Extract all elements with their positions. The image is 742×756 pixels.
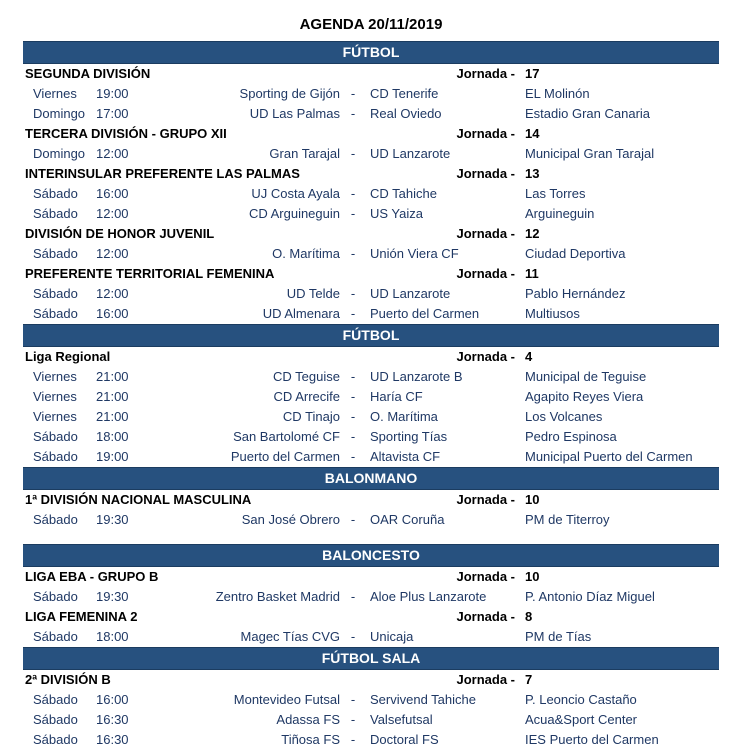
match-time: 16:30 — [96, 712, 129, 727]
away-team: OAR Coruña — [370, 512, 445, 527]
venue: EL Molinón — [525, 86, 590, 101]
home-team: CD Teguise — [273, 369, 340, 384]
home-team: Magec Tías CVG — [240, 629, 340, 644]
venue: Ciudad Deportiva — [525, 246, 626, 261]
sport-header-label: BALONCESTO — [322, 547, 420, 563]
league-name: TERCERA DIVISIÓN - GRUPO XII — [25, 126, 227, 141]
jornada-number: 10 — [525, 492, 540, 507]
home-team: Sporting de Gijón — [239, 86, 340, 101]
venue: Municipal Gran Tarajal — [525, 146, 655, 161]
match-day: Sábado — [33, 692, 78, 707]
league-header-row — [23, 347, 719, 367]
home-team: Montevideo Futsal — [233, 692, 340, 707]
separator: - — [350, 589, 356, 604]
separator: - — [350, 306, 356, 321]
sport-header-label: FÚTBOL SALA — [321, 650, 421, 666]
jornada-number: 4 — [525, 349, 533, 364]
league-name: 2ª DIVISIÓN B — [25, 672, 111, 687]
home-team: CD Arguineguin — [248, 206, 340, 221]
separator: - — [350, 389, 356, 404]
home-team: UD Las Palmas — [249, 106, 340, 121]
league-header-row — [23, 164, 719, 184]
jornada-number: 13 — [525, 166, 540, 181]
sport-header-label: BALONMANO — [324, 470, 418, 486]
sport-header-bar — [23, 467, 719, 490]
match-time: 18:00 — [96, 629, 129, 644]
home-team: Adassa FS — [276, 712, 340, 727]
separator: - — [350, 712, 356, 727]
away-team: Sporting Tías — [370, 429, 448, 444]
match-day: Viernes — [33, 86, 77, 101]
separator: - — [350, 369, 356, 384]
separator: - — [350, 732, 356, 747]
away-team: Doctoral FS — [370, 732, 439, 747]
match-time: 17:00 — [96, 106, 129, 121]
away-team: Valsefutsal — [370, 712, 433, 727]
away-team: US Yaiza — [370, 206, 423, 221]
sport-header-label: FÚTBOL — [342, 327, 400, 343]
league-name: LIGA EBA - GRUPO B — [25, 569, 159, 584]
home-team: Gran Tarajal — [269, 146, 340, 161]
league-name: SEGUNDA DIVISIÓN — [25, 66, 151, 81]
league-name: PREFERENTE TERRITORIAL FEMENINA — [25, 266, 275, 281]
match-row — [23, 387, 719, 407]
match-row — [23, 244, 719, 264]
sport-header-label: FÚTBOL — [342, 44, 400, 60]
match-time: 16:00 — [96, 186, 129, 201]
jornada-label: Jornada - — [456, 126, 515, 141]
venue: Pedro Espinosa — [525, 429, 617, 444]
separator: - — [350, 106, 356, 121]
match-time: 12:00 — [96, 246, 129, 261]
match-row — [23, 204, 719, 224]
sport-section — [23, 467, 719, 530]
jornada-label: Jornada - — [456, 569, 515, 584]
page-title: AGENDA 20/11/2019 — [299, 16, 443, 33]
match-day: Sábado — [33, 246, 78, 261]
match-row — [23, 690, 719, 710]
separator: - — [350, 449, 356, 464]
away-team: Altavista CF — [370, 449, 441, 464]
jornada-label: Jornada - — [456, 66, 515, 81]
separator: - — [350, 246, 356, 261]
match-row — [23, 510, 719, 530]
away-team: CD Tenerife — [370, 86, 439, 101]
league-header-row — [23, 64, 719, 84]
venue: Municipal Puerto del Carmen — [525, 449, 693, 464]
away-team: UD Lanzarote — [370, 146, 451, 161]
home-team: UD Telde — [286, 286, 340, 301]
venue: Multiusos — [525, 306, 580, 321]
match-time: 21:00 — [96, 389, 129, 404]
jornada-label: Jornada - — [456, 349, 515, 364]
venue: Pablo Hernández — [525, 286, 626, 301]
sport-section — [23, 324, 719, 467]
league-header-row — [23, 490, 719, 510]
home-team: San José Obrero — [241, 512, 340, 527]
away-team: CD Tahiche — [370, 186, 437, 201]
match-row — [23, 710, 719, 730]
league-name: LIGA FEMENINA 2 — [25, 609, 138, 624]
match-day: Sábado — [33, 589, 78, 604]
home-team: O. Marítima — [272, 246, 340, 261]
match-day: Sábado — [33, 449, 78, 464]
sport-header-bar — [23, 544, 719, 567]
match-row — [23, 184, 719, 204]
league-name: INTERINSULAR PREFERENTE LAS PALMAS — [25, 166, 300, 181]
match-time: 16:00 — [96, 306, 129, 321]
match-day: Viernes — [33, 409, 77, 424]
separator: - — [350, 286, 356, 301]
venue: Arguineguin — [525, 206, 595, 221]
jornada-number: 14 — [525, 126, 540, 141]
venue: IES Puerto del Carmen — [525, 732, 659, 747]
match-day: Viernes — [33, 369, 77, 384]
match-day: Sábado — [33, 429, 78, 444]
away-team: Puerto del Carmen — [370, 306, 480, 321]
match-day: Domingo — [33, 146, 86, 161]
venue: Los Volcanes — [525, 409, 603, 424]
match-time: 18:00 — [96, 429, 129, 444]
home-team: Tiñosa FS — [281, 732, 340, 747]
home-team: San Bartolomé CF — [233, 429, 340, 444]
away-team: Servivend Tahiche — [370, 692, 476, 707]
match-row — [23, 284, 719, 304]
league-name: 1ª DIVISIÓN NACIONAL MASCULINA — [25, 492, 252, 507]
jornada-label: Jornada - — [456, 266, 515, 281]
league-header-row — [23, 567, 719, 587]
jornada-label: Jornada - — [456, 166, 515, 181]
away-team: Haría CF — [370, 389, 423, 404]
match-row — [23, 587, 719, 607]
match-time: 21:00 — [96, 409, 129, 424]
jornada-label: Jornada - — [456, 609, 515, 624]
home-team: UD Almenara — [262, 306, 340, 321]
separator: - — [350, 629, 356, 644]
venue: Agapito Reyes Viera — [525, 389, 644, 404]
sport-header-bar — [23, 41, 719, 64]
league-header-row — [23, 264, 719, 284]
match-row — [23, 407, 719, 427]
away-team: Unión Viera CF — [370, 246, 459, 261]
venue: PM de Titerroy — [525, 512, 610, 527]
home-team: CD Tinajo — [282, 409, 340, 424]
match-day: Sábado — [33, 732, 78, 747]
match-day: Sábado — [33, 629, 78, 644]
away-team: UD Lanzarote B — [370, 369, 463, 384]
jornada-number: 17 — [525, 66, 540, 81]
match-day: Sábado — [33, 206, 78, 221]
away-team: Aloe Plus Lanzarote — [370, 589, 487, 604]
match-time: 19:30 — [96, 512, 129, 527]
away-team: Unicaja — [370, 629, 414, 644]
jornada-number: 8 — [525, 609, 533, 624]
league-name: DIVISIÓN DE HONOR JUVENIL — [25, 226, 215, 241]
match-time: 19:30 — [96, 589, 129, 604]
match-row — [23, 84, 719, 104]
separator: - — [350, 146, 356, 161]
match-time: 12:00 — [96, 146, 129, 161]
league-header-row — [23, 224, 719, 244]
match-row — [23, 304, 719, 324]
sport-header-bar — [23, 647, 719, 670]
league-header-row — [23, 607, 719, 627]
match-day: Sábado — [33, 306, 78, 321]
match-row — [23, 447, 719, 467]
match-time: 21:00 — [96, 369, 129, 384]
match-row — [23, 427, 719, 447]
away-team: UD Lanzarote — [370, 286, 451, 301]
match-row — [23, 730, 719, 750]
match-time: 19:00 — [96, 86, 129, 101]
match-row — [23, 627, 719, 647]
match-day: Sábado — [33, 186, 78, 201]
match-row — [23, 104, 719, 124]
league-header-row — [23, 124, 719, 144]
match-day: Viernes — [33, 389, 77, 404]
away-team: Real Oviedo — [370, 106, 442, 121]
jornada-label: Jornada - — [456, 672, 515, 687]
match-day: Sábado — [33, 712, 78, 727]
sections-container — [23, 41, 719, 750]
separator: - — [350, 86, 356, 101]
match-time: 19:00 — [96, 449, 129, 464]
match-row — [23, 144, 719, 164]
sport-header-bar — [23, 324, 719, 347]
match-time: 12:00 — [96, 206, 129, 221]
separator: - — [350, 429, 356, 444]
match-time: 16:00 — [96, 692, 129, 707]
venue: Estadio Gran Canaria — [525, 106, 651, 121]
jornada-number: 12 — [525, 226, 540, 241]
separator: - — [350, 512, 356, 527]
home-team: UJ Costa Ayala — [251, 186, 340, 201]
match-day: Sábado — [33, 512, 78, 527]
sport-section — [23, 544, 719, 647]
league-header-row — [23, 670, 719, 690]
league-name: Liga Regional — [25, 349, 111, 364]
jornada-label: Jornada - — [456, 492, 515, 507]
home-team: Zentro Basket Madrid — [215, 589, 340, 604]
home-team: CD Arrecife — [273, 389, 340, 404]
separator: - — [350, 692, 356, 707]
sport-section — [23, 647, 719, 750]
venue: Acua&Sport Center — [525, 712, 638, 727]
away-team: O. Marítima — [370, 409, 438, 424]
separator: - — [350, 206, 356, 221]
jornada-label: Jornada - — [456, 226, 515, 241]
separator: - — [350, 409, 356, 424]
venue: Las Torres — [525, 186, 586, 201]
venue: Municipal de Teguise — [525, 369, 647, 384]
match-day: Sábado — [33, 286, 78, 301]
venue: P. Antonio Díaz Miguel — [525, 589, 655, 604]
jornada-number: 10 — [525, 569, 540, 584]
jornada-number: 7 — [525, 672, 533, 687]
match-time: 12:00 — [96, 286, 129, 301]
match-day: Domingo — [33, 106, 86, 121]
separator: - — [350, 186, 356, 201]
jornada-number: 11 — [525, 266, 539, 281]
match-time: 16:30 — [96, 732, 129, 747]
venue: PM de Tías — [525, 629, 592, 644]
match-row — [23, 367, 719, 387]
sport-section — [23, 41, 719, 324]
venue: P. Leoncio Castaño — [525, 692, 637, 707]
home-team: Puerto del Carmen — [230, 449, 340, 464]
